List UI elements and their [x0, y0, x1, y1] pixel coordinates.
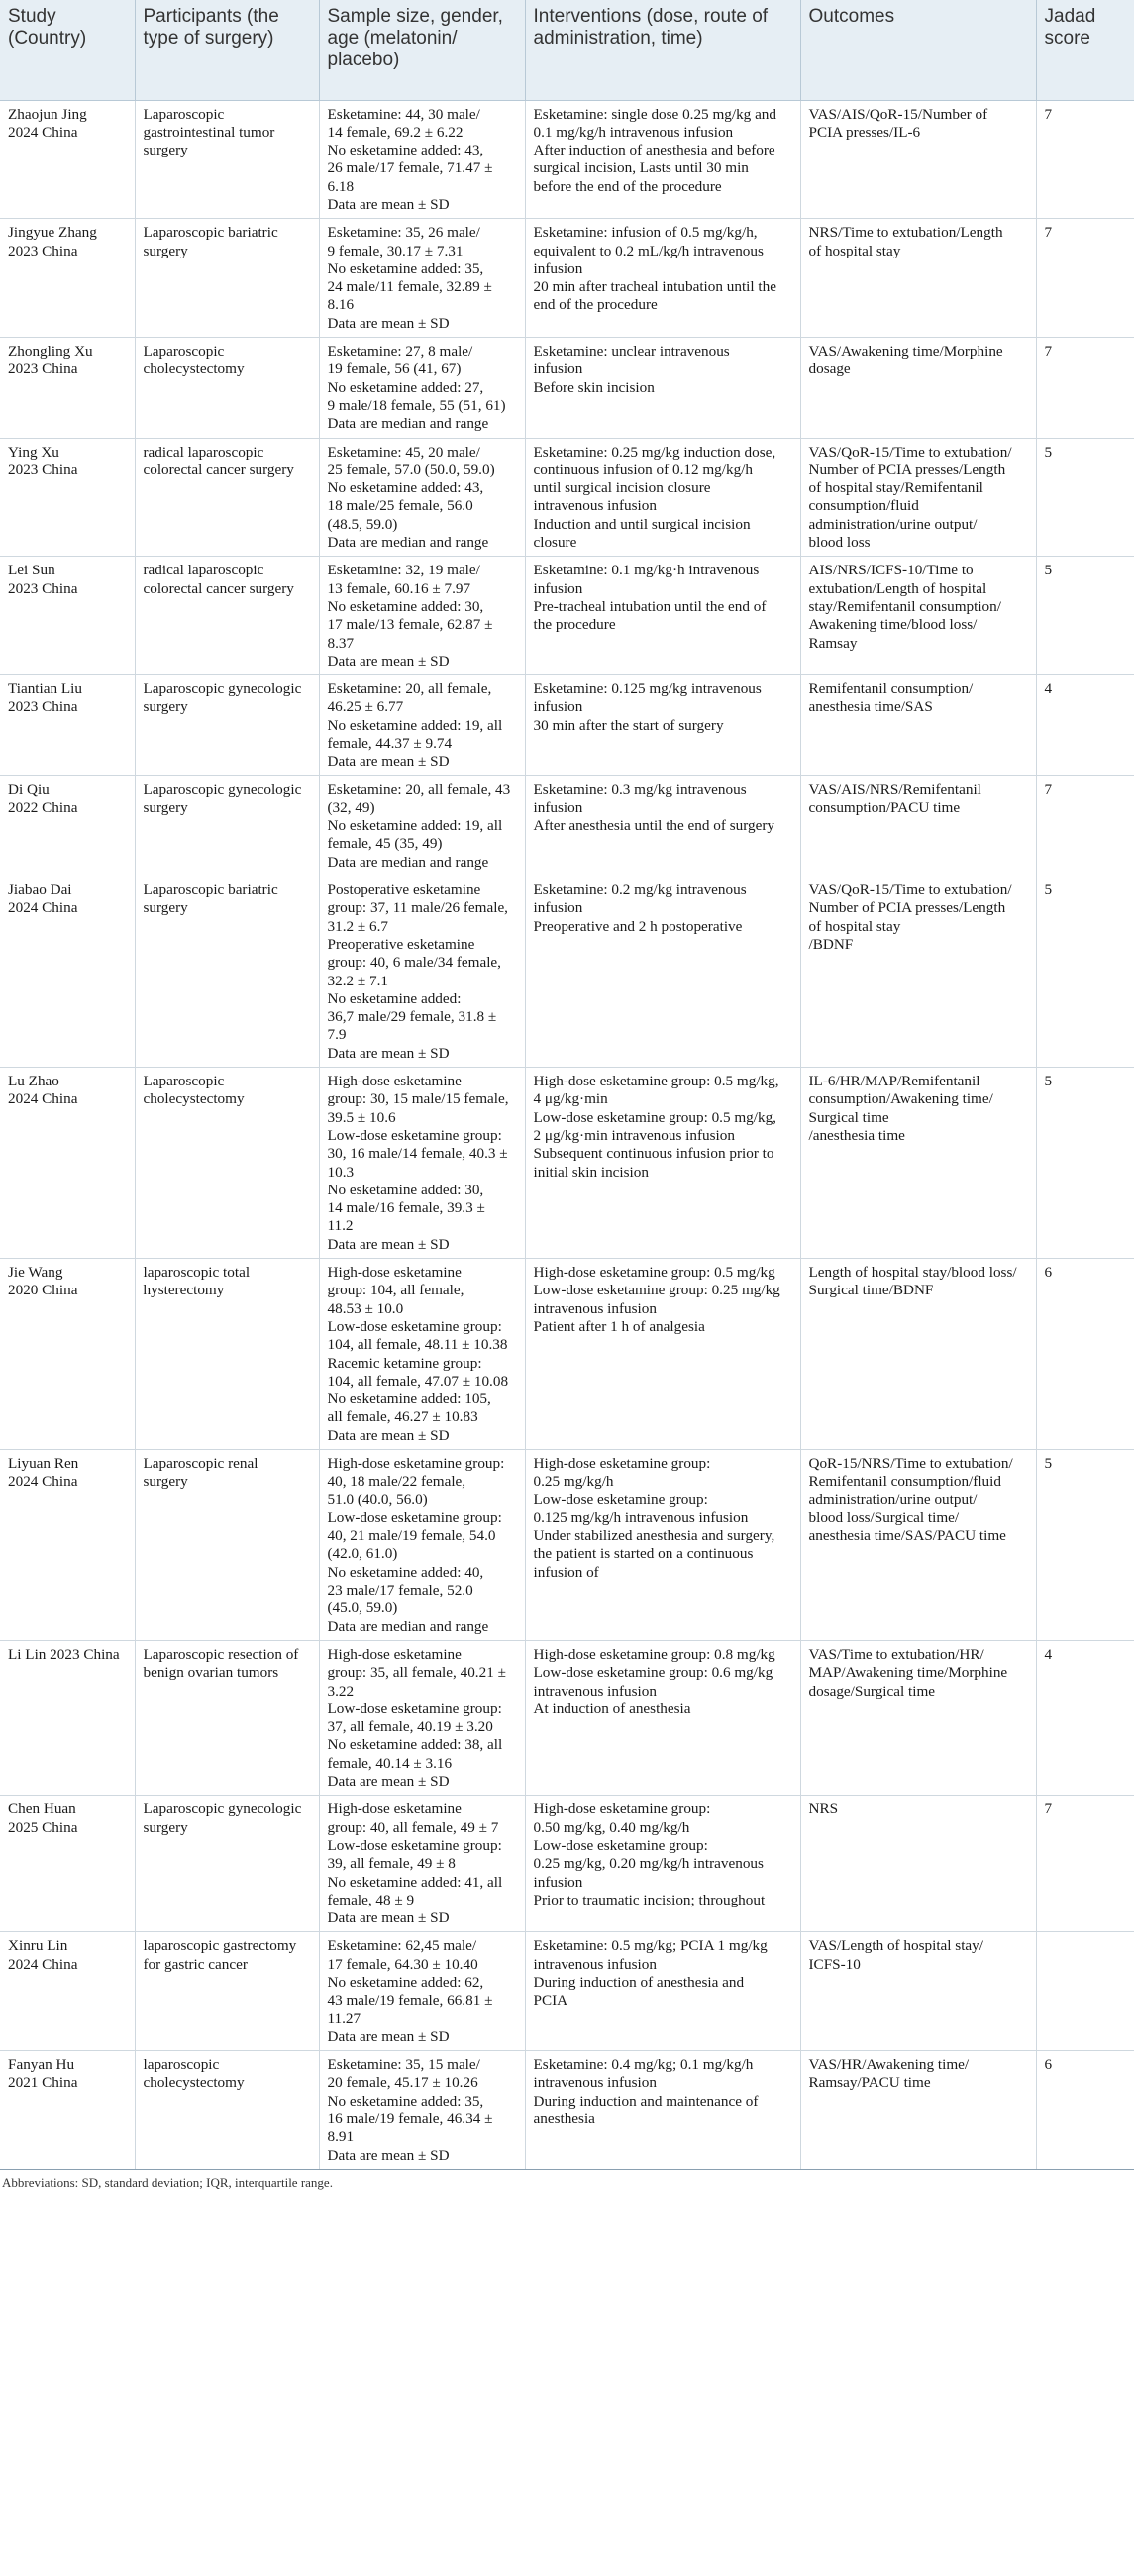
cell-jadad-score: 4 [1036, 675, 1134, 775]
cell-outcomes: VAS/Length of hospital stay/ ICFS-10 [800, 1932, 1036, 2051]
cell-study: Li Lin 2023 China [0, 1640, 135, 1795]
cell-jadad-score: 5 [1036, 438, 1134, 557]
cell-sample-size: Esketamine: 20, all female, 43 (32, 49) No esketamine added: 19, all female, 45 (35, 49) Data are median and range [319, 775, 525, 876]
table-row [0, 557, 1134, 675]
cell-interventions: Esketamine: 0.4 mg/kg; 0.1 mg/kg/h intravenous infusion During induction and maintenance of anesthesia [525, 2051, 800, 2170]
header-interventions: Interventions (dose, route of administration, time) [525, 0, 800, 100]
cell-participants: laparoscopic gastrectomy for gastric cancer [135, 1932, 319, 2051]
cell-outcomes: Length of hospital stay/blood loss/ Surgical time/BDNF [800, 1259, 1036, 1450]
cell-interventions: High-dose esketamine group: 0.25 mg/kg/h Low-dose esketamine group: 0.125 mg/kg/h intravenous infusion Under stabilized anesthesia and surgery, the patient is started on a continuous infusion of [525, 1449, 800, 1640]
cell-study: Zhongling Xu 2023 China [0, 338, 135, 438]
cell-study: Jie Wang 2020 China [0, 1259, 135, 1450]
cell-participants: Laparoscopic cholecystectomy [135, 338, 319, 438]
cell-interventions: High-dose esketamine group: 0.8 mg/kg Low-dose esketamine group: 0.6 mg/kg intravenous infusion At induction of anesthesia [525, 1640, 800, 1795]
cell-study: Fanyan Hu 2021 China [0, 2051, 135, 2170]
cell-outcomes: VAS/AIS/QoR-15/Number of PCIA presses/IL-6 [800, 100, 1036, 219]
cell-outcomes: VAS/AIS/NRS/Remifentanil consumption/PACU time [800, 775, 1036, 876]
cell-outcomes: VAS/HR/Awakening time/ Ramsay/PACU time [800, 2051, 1036, 2170]
cell-study: Liyuan Ren 2024 China [0, 1449, 135, 1640]
cell-outcomes: NRS/Time to extubation/Length of hospital stay [800, 219, 1036, 338]
table-row [0, 675, 1134, 775]
cell-interventions: High-dose esketamine group: 0.5 mg/kg Low-dose esketamine group: 0.25 mg/kg intravenous infusion Patient after 1 h of analgesia [525, 1259, 800, 1450]
cell-jadad-score: 7 [1036, 1796, 1134, 1932]
cell-sample-size: Esketamine: 44, 30 male/ 14 female, 69.2 ± 6.22 No esketamine added: 43, 26 male/17 female, 71.47 ± 6.18 Data are mean ± SD [319, 100, 525, 219]
table-footnote: Abbreviations: SD, standard deviation; IQR, interquartile range. [2, 2174, 333, 2190]
table-body [0, 100, 1134, 2169]
cell-jadad-score: 6 [1036, 2051, 1134, 2170]
cell-outcomes: VAS/Time to extubation/HR/ MAP/Awakening time/Morphine dosage/Surgical time [800, 1640, 1036, 1795]
header-participants: Participants (the type of surgery) [135, 0, 319, 100]
cell-interventions: Esketamine: unclear intravenous infusion Before skin incision [525, 338, 800, 438]
cell-jadad-score [1036, 1932, 1134, 2051]
cell-study: Ying Xu 2023 China [0, 438, 135, 557]
cell-participants: laparoscopic cholecystectomy [135, 2051, 319, 2170]
cell-study: Jingyue Zhang 2023 China [0, 219, 135, 338]
cell-interventions: High-dose esketamine group: 0.50 mg/kg, 0.40 mg/kg/h Low-dose esketamine group: 0.25 mg/kg, 0.20 mg/kg/h intravenous infusion Prior to traumatic incision; throughout [525, 1796, 800, 1932]
cell-jadad-score: 7 [1036, 338, 1134, 438]
table-row [0, 219, 1134, 338]
cell-participants: Laparoscopic gynecologic surgery [135, 1796, 319, 1932]
header-row [0, 0, 1134, 100]
cell-outcomes: QoR-15/NRS/Time to extubation/ Remifentanil consumption/fluid administration/urine output/ blood loss/Surgical time/ anesthesia time/SAS/PACU time [800, 1449, 1036, 1640]
cell-outcomes: IL-6/HR/MAP/Remifentanil consumption/Awakening time/ Surgical time /anesthesia time [800, 1068, 1036, 1259]
cell-jadad-score: 5 [1036, 1068, 1134, 1259]
cell-participants: Laparoscopic gynecologic surgery [135, 675, 319, 775]
cell-sample-size: Esketamine: 20, all female, 46.25 ± 6.77 No esketamine added: 19, all female, 44.37 ± 9.74 Data are mean ± SD [319, 675, 525, 775]
cell-sample-size: High-dose esketamine group: 40, all female, 49 ± 7 Low-dose esketamine group: 39, all female, 49 ± 8 No esketamine added: 41, all female, 48 ± 9 Data are mean ± SD [319, 1796, 525, 1932]
cell-interventions: Esketamine: 0.1 mg/kg·h intravenous infusion Pre-tracheal intubation until the end of the procedure [525, 557, 800, 675]
cell-jadad-score: 5 [1036, 876, 1134, 1068]
cell-interventions: Esketamine: 0.2 mg/kg intravenous infusion Preoperative and 2 h postoperative [525, 876, 800, 1068]
cell-interventions: Esketamine: 0.5 mg/kg; PCIA 1 mg/kg intravenous infusion During induction of anesthesia and PCIA [525, 1932, 800, 2051]
header-sample-size: Sample size, gender, age (melatonin/ placebo) [319, 0, 525, 100]
cell-sample-size: Esketamine: 32, 19 male/ 13 female, 60.16 ± 7.97 No esketamine added: 30, 17 male/13 female, 62.87 ± 8.37 Data are mean ± SD [319, 557, 525, 675]
table-row [0, 1259, 1134, 1450]
cell-study: Lei Sun 2023 China [0, 557, 135, 675]
cell-participants: radical laparoscopic colorectal cancer surgery [135, 557, 319, 675]
table-row [0, 338, 1134, 438]
cell-sample-size: High-dose esketamine group: 104, all female, 48.53 ± 10.0 Low-dose esketamine group: 104, all female, 48.11 ± 10.38 Racemic ketamine group: 104, all female, 47.07 ± 10.08 No esketamine added: 105, all female, 46.27 ± 10.83 Data are mean ± SD [319, 1259, 525, 1450]
cell-jadad-score: 5 [1036, 557, 1134, 675]
cell-participants: radical laparoscopic colorectal cancer surgery [135, 438, 319, 557]
cell-sample-size: Postoperative esketamine group: 37, 11 male/26 female, 31.2 ± 6.7 Preoperative esketamine group: 40, 6 male/34 female, 32.2 ± 7.1 No esketamine added: 36,7 male/29 female, 31.8 ± 7.9 Data are mean ± SD [319, 876, 525, 1068]
header-jadad-score: Jadad score [1036, 0, 1134, 100]
cell-sample-size: Esketamine: 35, 15 male/ 20 female, 45.17 ± 10.26 No esketamine added: 35, 16 male/19 female, 46.34 ± 8.91 Data are mean ± SD [319, 2051, 525, 2170]
cell-outcomes: VAS/QoR-15/Time to extubation/ Number of PCIA presses/Length of hospital stay /BDNF [800, 876, 1036, 1068]
table-row [0, 1796, 1134, 1932]
cell-sample-size: High-dose esketamine group: 30, 15 male/15 female, 39.5 ± 10.6 Low-dose esketamine group: 30, 16 male/14 female, 40.3 ± 10.3 No esketamine added: 30, 14 male/16 female, 39.3 ± 11.2 Data are mean ± SD [319, 1068, 525, 1259]
cell-sample-size: Esketamine: 45, 20 male/ 25 female, 57.0 (50.0, 59.0) No esketamine added: 43, 18 male/25 female, 56.0 (48.5, 59.0) Data are median and range [319, 438, 525, 557]
cell-sample-size: Esketamine: 62,45 male/ 17 female, 64.30 ± 10.40 No esketamine added: 62, 43 male/19 female, 66.81 ± 11.27 Data are mean ± SD [319, 1932, 525, 2051]
cell-study: Di Qiu 2022 China [0, 775, 135, 876]
header-outcomes: Outcomes [800, 0, 1036, 100]
table-row [0, 876, 1134, 1068]
cell-jadad-score: 5 [1036, 1449, 1134, 1640]
cell-participants: laparoscopic total hysterectomy [135, 1259, 319, 1450]
cell-sample-size: High-dose esketamine group: 35, all female, 40.21 ± 3.22 Low-dose esketamine group: 37, all female, 40.19 ± 3.20 No esketamine added: 38, all female, 40.14 ± 3.16 Data are mean ± SD [319, 1640, 525, 1795]
cell-participants: Laparoscopic bariatric surgery [135, 876, 319, 1068]
cell-jadad-score: 7 [1036, 219, 1134, 338]
cell-study: Tiantian Liu 2023 China [0, 675, 135, 775]
cell-sample-size: High-dose esketamine group: 40, 18 male/22 female, 51.0 (40.0, 56.0) Low-dose esketamine group: 40, 21 male/19 female, 54.0 (42.0, 61.0) No esketamine added: 40, 23 male/17 female, 52.0 (45.0, 59.0) Data are median and range [319, 1449, 525, 1640]
cell-outcomes: Remifentanil consumption/ anesthesia time/SAS [800, 675, 1036, 775]
cell-interventions: Esketamine: 0.25 mg/kg induction dose, continuous infusion of 0.12 mg/kg/h until surgical incision closure intravenous infusion Induction and until surgical incision closure [525, 438, 800, 557]
cell-study: Jiabao Dai 2024 China [0, 876, 135, 1068]
cell-jadad-score: 7 [1036, 100, 1134, 219]
cell-participants: Laparoscopic resection of benign ovarian tumors [135, 1640, 319, 1795]
table-row [0, 100, 1134, 219]
cell-interventions: Esketamine: infusion of 0.5 mg/kg/h, equivalent to 0.2 mL/kg/h intravenous infusion 20 min after tracheal intubation until the end of the procedure [525, 219, 800, 338]
cell-jadad-score: 7 [1036, 775, 1134, 876]
cell-study: Lu Zhao 2024 China [0, 1068, 135, 1259]
table-row [0, 1932, 1134, 2051]
cell-outcomes: VAS/Awakening time/Morphine dosage [800, 338, 1036, 438]
cell-interventions: Esketamine: 0.125 mg/kg intravenous infusion 30 min after the start of surgery [525, 675, 800, 775]
cell-outcomes: VAS/QoR-15/Time to extubation/ Number of PCIA presses/Length of hospital stay/Remifentanil consumption/fluid administration/urine output/ blood loss [800, 438, 1036, 557]
cell-outcomes: NRS [800, 1796, 1036, 1932]
table-row [0, 438, 1134, 557]
cell-participants: Laparoscopic gastrointestinal tumor surgery [135, 100, 319, 219]
cell-interventions: Esketamine: 0.3 mg/kg intravenous infusion After anesthesia until the end of surgery [525, 775, 800, 876]
cell-study: Xinru Lin 2024 China [0, 1932, 135, 2051]
cell-participants: Laparoscopic bariatric surgery [135, 219, 319, 338]
cell-participants: Laparoscopic renal surgery [135, 1449, 319, 1640]
cell-participants: Laparoscopic cholecystectomy [135, 1068, 319, 1259]
cell-participants: Laparoscopic gynecologic surgery [135, 775, 319, 876]
cell-sample-size: Esketamine: 27, 8 male/ 19 female, 56 (41, 67) No esketamine added: 27, 9 male/18 female, 55 (51, 61) Data are median and range [319, 338, 525, 438]
table-row [0, 1449, 1134, 1640]
cell-sample-size: Esketamine: 35, 26 male/ 9 female, 30.17 ± 7.31 No esketamine added: 35, 24 male/11 female, 32.89 ± 8.16 Data are mean ± SD [319, 219, 525, 338]
cell-interventions: Esketamine: single dose 0.25 mg/kg and 0.1 mg/kg/h intravenous infusion After induction of anesthesia and before surgical incision, Lasts until 30 min before the end of the procedure [525, 100, 800, 219]
table-row [0, 775, 1134, 876]
table-row [0, 2051, 1134, 2170]
cell-study: Chen Huan 2025 China [0, 1796, 135, 1932]
header-study: Study (Country) [0, 0, 135, 100]
cell-outcomes: AIS/NRS/ICFS-10/Time to extubation/Length of hospital stay/Remifentanil consumption/ Awakening time/blood loss/ Ramsay [800, 557, 1036, 675]
table-header [0, 0, 1134, 100]
cell-jadad-score: 4 [1036, 1640, 1134, 1795]
cell-jadad-score: 6 [1036, 1259, 1134, 1450]
table-row [0, 1640, 1134, 1795]
table-row [0, 1068, 1134, 1259]
cell-study: Zhaojun Jing 2024 China [0, 100, 135, 219]
cell-interventions: High-dose esketamine group: 0.5 mg/kg, 4 μg/kg·min Low-dose esketamine group: 0.5 mg/kg, 2 μg/kg·min intravenous infusion Subsequent continuous infusion prior to initial skin incision [525, 1068, 800, 1259]
